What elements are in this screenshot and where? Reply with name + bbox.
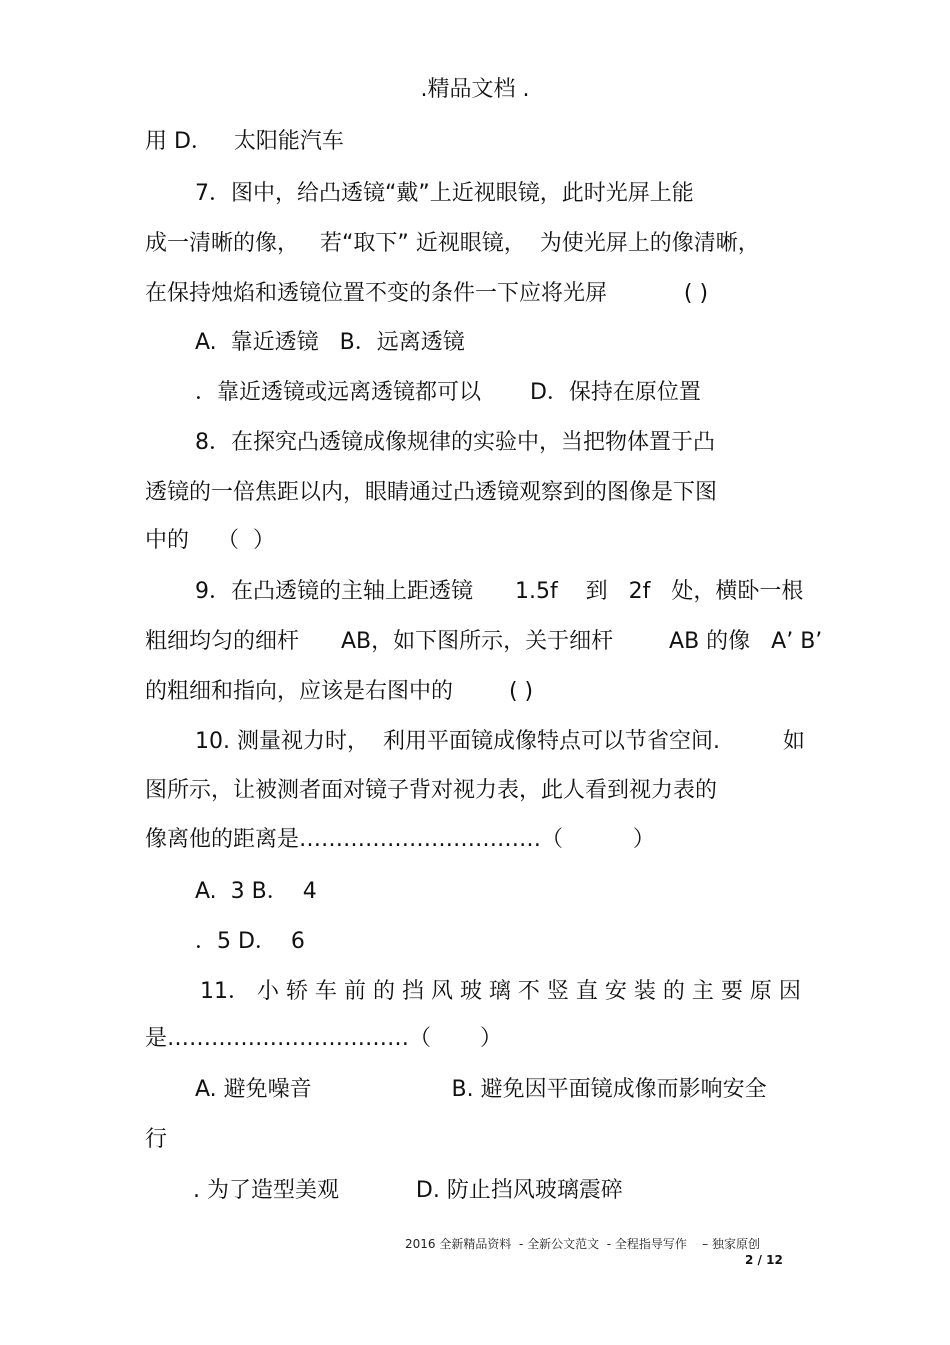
text-line-17: ．5 D． 6: [195, 929, 305, 954]
page-footer-text: 2016 全新精品资料 - 全新公文范文 - 全程指导写作 – 独家原创: [405, 1237, 760, 1251]
text-line-18: 11． 小 轿 车 前 的 挡 风 玻 璃 不 竖 直 安 装 的 主 要 原 因: [200, 979, 801, 1004]
text-line-4: 在保持烛焰和透镜位置不变的条件一下应将光屏 ( ): [145, 281, 709, 306]
text-line-11: 粗细均匀的细杆 AB，如下图所示，关于细杆 AB 的像 A’ B’: [145, 629, 823, 654]
text-line-5: A. 靠近透镜 B．远离透镜: [195, 330, 465, 355]
text-line-19: 是……………………………（ ）: [145, 1026, 502, 1051]
text-line-8: 透镜的一倍焦距以内，眼睛通过凸透镜观察到的图像是下图: [145, 480, 718, 505]
text-line-1: 用 D． 太阳能汽车: [145, 129, 344, 154]
text-line-13: 10. 测量视力时， 利用平面镜成像特点可以节省空间. 如: [195, 729, 805, 754]
text-line-9: 中的 （ ）: [145, 528, 275, 553]
page-number: 2 / 12: [745, 1253, 783, 1267]
text-line-12: 的粗细和指向，应该是右图中的 ( ): [145, 679, 534, 704]
text-line-3: 成一清晰的像， 若“取下” 近视眼镜， 为使光屏上的像清晰，: [145, 231, 760, 256]
text-line-20: A. 避免噪音 B. 避免因平面镜成像而影响安全: [195, 1077, 767, 1102]
text-line-22: . 为了造型美观 D. 防止挡风玻璃震碎: [193, 1178, 623, 1203]
text-line-10: 9．在凸透镜的主轴上距透镜 1.5f 到 2f 处，横卧一根: [195, 579, 804, 604]
text-line-21: 行: [145, 1127, 168, 1152]
text-line-15: 像离他的距离是……………………………（ ）: [145, 827, 655, 852]
text-line-2: 7．图中，给凸透镜“戴”上近视眼镜，此时光屏上能: [195, 181, 694, 206]
text-line-7: 8．在探究凸透镜成像规律的实验中，当把物体置于凸: [195, 430, 715, 455]
page-header-title: .精品文档 .: [420, 77, 530, 102]
text-line-14: 图所示，让被测者面对镜子背对视力表，此人看到视力表的: [145, 778, 718, 803]
text-line-6: ．靠近透镜或远离透镜都可以 D．保持在原位置: [195, 380, 701, 405]
text-line-16: A. 3 B． 4: [195, 879, 317, 904]
